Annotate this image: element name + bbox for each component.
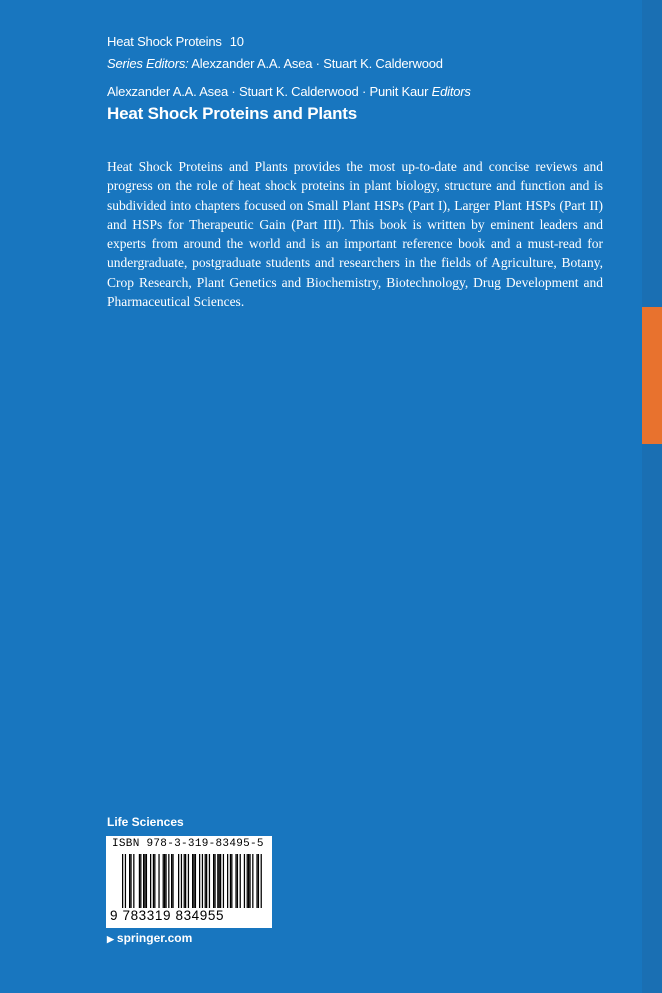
series-editors-names: Alexzander A.A. Asea · Stuart K. Calderwood (191, 56, 443, 71)
spine-strip (642, 0, 662, 993)
barcode (106, 836, 272, 928)
arrow-right-icon: ▶ (107, 934, 114, 944)
series-line (107, 34, 244, 49)
publisher-url: springer.com (116, 931, 193, 945)
series-editors-label: Series Editors: (107, 56, 189, 71)
book-editors-line (107, 84, 471, 99)
isbn-text: ISBN 978-3-319-83495-5 (112, 838, 264, 850)
series-name: Heat Shock Proteins (107, 34, 222, 49)
series-editors-line (107, 56, 443, 71)
book-title: Heat Shock Proteins and Plants (107, 104, 358, 123)
book-editors-label: Editors (431, 84, 471, 99)
spine-accent-bar (642, 307, 662, 444)
book-editors-names: Alexzander A.A. Asea · Stuart K. Calderwood · Punit Kaur (107, 84, 429, 99)
book-blurb: Heat Shock Proteins and Plants provides the most up-to-date and concise reviews and progress on the role of heat shock proteins in plant biology, structure and function and is subdivided into chapters focused on Small Plant HSPs (Part I), Larger Plant HSPs (Part II) and HSPs for Therapeutic Gain (Part III). This book is written by eminent leaders and experts from around the world and is an important reference book and a must-read for undergraduate, postgraduate students and researchers in the fields of Agriculture, Botany, Crop Research, Plant Genetics and Biochemistry, Biotechnology, Drug Development and Pharmaceutical Sciences. (107, 159, 603, 310)
ean-digits: 9 783319 834955 (110, 908, 225, 923)
barcode-bars (122, 854, 262, 908)
publisher-link[interactable] (107, 931, 192, 945)
series-volume: 10 (229, 34, 244, 49)
subject-category: Life Sciences (107, 815, 184, 829)
